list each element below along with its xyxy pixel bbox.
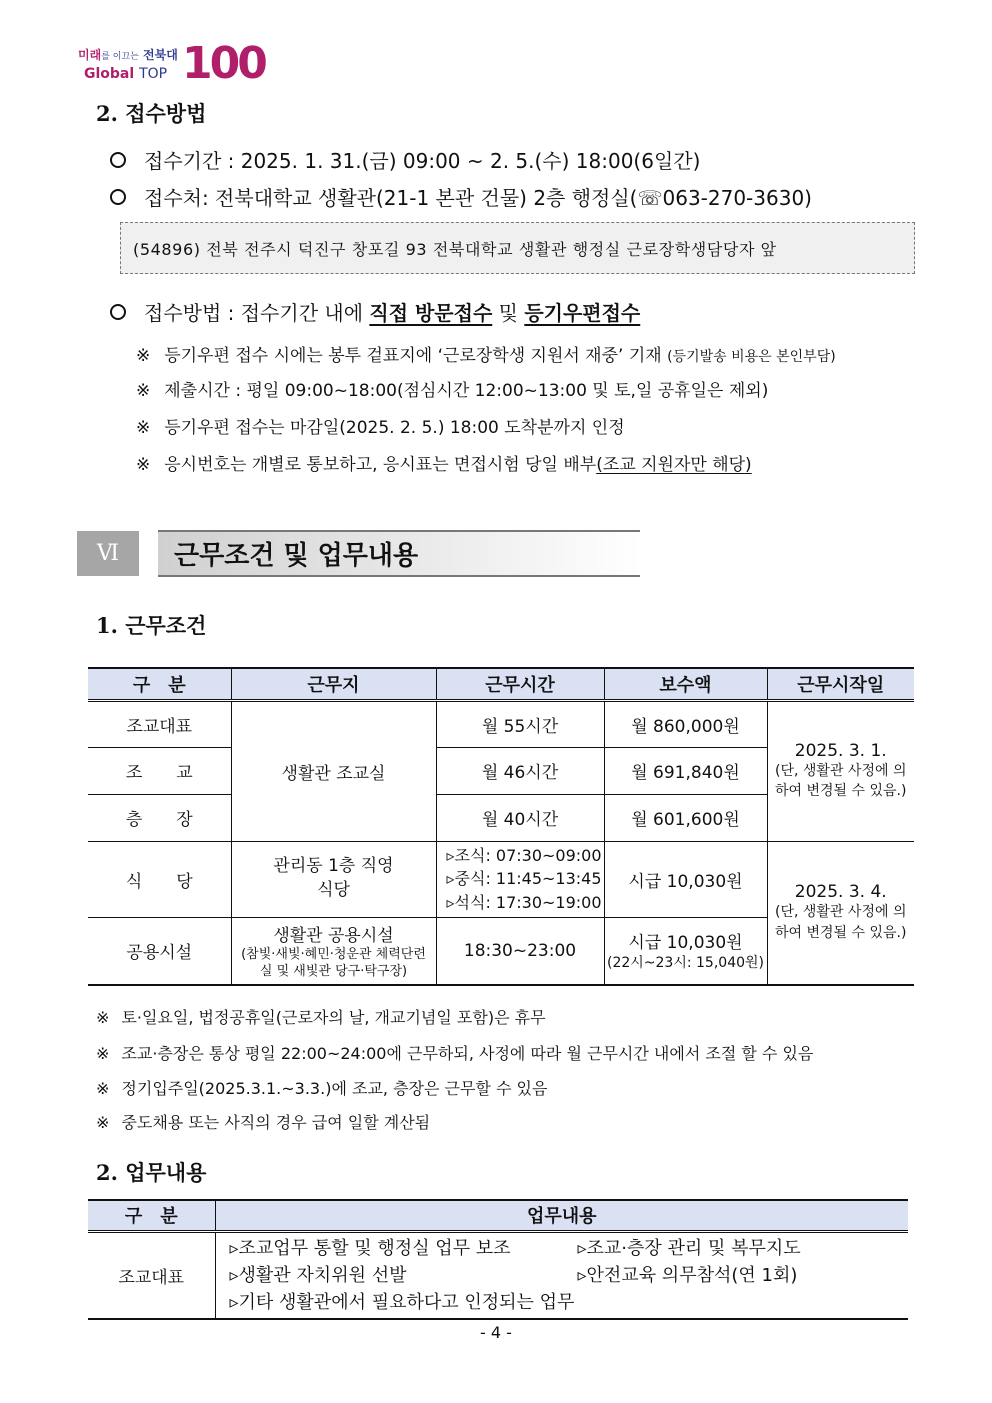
logo-tag-small: 를 이끄는 — [101, 52, 139, 62]
start-date-value: 2025. 3. 1. — [794, 740, 887, 761]
apply-method-line — [110, 297, 640, 326]
list-item: ▹안전교육 의무참석(연 1회) — [577, 1264, 798, 1286]
header-duties: 업무내용 — [215, 1200, 908, 1231]
duties-table — [88, 1199, 908, 1320]
meal-hours-dinner: ▹석식: 17:30~19:00 — [446, 892, 602, 912]
work-conditions-table — [88, 667, 914, 986]
cell-start-date — [767, 841, 914, 985]
note-mark: ※ — [96, 1079, 110, 1098]
logo-tag-post: 전북대 — [143, 48, 178, 62]
cell-type: 조 교 — [88, 747, 231, 794]
logo-tag-pre: 미래 — [78, 48, 102, 62]
cell-hours: 월 46시간 — [436, 747, 604, 794]
start-date-value: 2025. 3. 4. — [794, 882, 887, 903]
mailing-address-box — [120, 222, 915, 274]
note-mail-deadline — [136, 413, 625, 438]
cell-pay — [604, 917, 767, 985]
note-envelope — [136, 341, 836, 366]
apply-method-visit: 직접 방문접수 — [369, 301, 493, 325]
note-mark: ※ — [96, 1008, 110, 1027]
section-number-badge: Ⅵ — [77, 531, 139, 576]
cell-type: 공용시설 — [88, 917, 231, 985]
cell-workplace — [231, 917, 436, 985]
mailing-address-text: (54896) 전북 전주시 덕진구 창포길 93 전북대학교 생활관 행정실 근로장학생담당자 앞 — [133, 239, 777, 259]
note-mark: ※ — [136, 455, 151, 475]
section-title: 근무조건 및 업무내용 — [174, 541, 419, 571]
work-note-holidays-text: 토·일요일, 법정공휴일(근로자의 날, 개교기념일 포함)은 휴무 — [121, 1008, 546, 1027]
work-note-prorated — [96, 1110, 430, 1133]
cell-type: 조교대표 — [118, 1267, 185, 1288]
note-submit-hours-text: 제출시간 : 평일 09:00~18:00(점심시간 12:00~13:00 및 토,일 공휴일은 제외) — [164, 381, 769, 401]
page-number: - 4 - — [480, 1323, 512, 1342]
cell-type: 조교대표 — [88, 700, 231, 747]
apply-place-line — [110, 182, 812, 211]
meal-hours-lunch: ▹중식: 11:45~13:45 — [446, 869, 602, 889]
cell-hours: 월 55시간 — [436, 700, 604, 747]
cell-workplace: 생활관 조교실 — [231, 700, 436, 841]
header-pay: 보수액 — [604, 668, 767, 700]
workplace-detail: (참빛·새빛·혜민·청운관 체력단련실 및 새빛관 당구·탁구장) — [241, 946, 426, 980]
apply-place-text: 접수처: 전북대학교 생활관(21-1 본관 건물) 2층 행정실(☏063-270-3630) — [144, 186, 812, 210]
header-work-hours: 근무시간 — [436, 668, 604, 700]
header-category: 구 분 — [88, 1200, 215, 1231]
table-header-row — [88, 668, 914, 700]
logo-global — [84, 66, 167, 82]
work-note-holidays — [96, 1005, 546, 1028]
logo-tagline — [78, 46, 178, 63]
table-row — [88, 841, 914, 917]
note-exam-number — [136, 450, 752, 475]
table-header-row — [88, 1200, 908, 1231]
section-heading-work-conditions: 1. 근무조건 — [96, 613, 207, 638]
cell-workplace: 관리동 1층 직영식당 — [231, 841, 436, 917]
cell-pay: 월 601,600원 — [604, 794, 767, 841]
pay-note: (22시~23시: 15,040원) — [606, 955, 764, 972]
cell-type: 층 장 — [88, 794, 231, 841]
list-item: ▹조교업무 통할 및 행정실 업무 보조 — [229, 1237, 511, 1259]
start-date-note: (단, 생활관 사정에 의하여 변경될 수 있음.) — [775, 762, 907, 799]
apply-method-mail: 등기우편접수 — [524, 301, 641, 325]
cell-duties — [215, 1231, 908, 1319]
list-item: ▹기타 생활관에서 필요하다고 인정되는 업무 — [229, 1291, 575, 1313]
workplace-main: 생활관 공용시설 — [273, 925, 394, 946]
cell-type: 식 당 — [88, 841, 231, 917]
list-item: ▹생활관 자치위원 선발 — [229, 1264, 407, 1286]
apply-period-line — [110, 145, 700, 174]
header-category: 구 분 — [88, 668, 231, 700]
cell-hours: 18:30~23:00 — [436, 917, 604, 985]
work-note-prorated-text: 중도채용 또는 사직의 경우 급여 일할 계산됨 — [121, 1113, 431, 1132]
logo-top-word: TOP — [139, 66, 168, 82]
table-row — [88, 700, 914, 747]
list-item: ▹조교·층장 관리 및 복무지도 — [577, 1237, 801, 1259]
note-envelope-small: (등기발송 비용은 본인부담) — [667, 349, 836, 365]
section-title-box — [158, 530, 640, 577]
cell-hours: 월 40시간 — [436, 794, 604, 841]
note-mark: ※ — [96, 1113, 110, 1132]
work-note-move-in — [96, 1076, 547, 1099]
circle-bullet-icon — [110, 152, 126, 168]
pay-main: 시급 10,030원 — [628, 933, 743, 954]
cell-pay: 월 860,000원 — [604, 700, 767, 747]
logo-global-word: Global — [84, 66, 135, 82]
work-note-hours-text: 조교·층장은 통상 평일 22:00~24:00에 근무하되, 사정에 따라 월 근무시간 내에서 조절 할 수 있음 — [121, 1044, 814, 1063]
header-start-date: 근무시작일 — [767, 668, 914, 700]
section-heading-duties: 2. 업무내용 — [96, 1160, 207, 1185]
note-submit-hours — [136, 376, 768, 401]
meal-hours-breakfast: ▹조식: 07:30~09:00 — [446, 846, 602, 866]
apply-method-and: 및 — [498, 301, 518, 325]
note-mail-deadline-text: 등기우편 접수는 마감일(2025. 2. 5.) 18:00 도착분까지 인정 — [164, 418, 625, 438]
logo-hundred: 100 — [182, 38, 265, 89]
cell-start-date — [767, 700, 914, 841]
circle-bullet-icon — [110, 304, 126, 320]
apply-period-text: 접수기간 : 2025. 1. 31.(금) 09:00 ~ 2. 5.(수) 18:00(6일간) — [144, 149, 701, 173]
cell-pay: 월 691,840원 — [604, 747, 767, 794]
note-mark: ※ — [136, 346, 151, 366]
header-workplace: 근무지 — [231, 668, 436, 700]
duty-list — [230, 1235, 895, 1316]
cell-hours — [436, 841, 604, 917]
table-row — [88, 1231, 908, 1319]
start-date-note: (단, 생활관 사정에 의하여 변경될 수 있음.) — [775, 904, 907, 941]
circle-bullet-icon — [110, 189, 126, 205]
note-mark: ※ — [136, 418, 151, 438]
university-logo — [78, 38, 265, 89]
section-heading-apply-method: 2. 접수방법 — [96, 101, 207, 126]
cell-pay: 시급 10,030원 — [604, 841, 767, 917]
note-mark: ※ — [96, 1044, 110, 1063]
note-exam-number-underline: (조교 지원자만 해당) — [596, 455, 752, 475]
note-mark: ※ — [136, 381, 151, 401]
work-note-hours — [96, 1041, 813, 1064]
work-note-move-in-text: 정기입주일(2025.3.1.~3.3.)에 조교, 층장은 근무할 수 있음 — [121, 1079, 548, 1098]
note-exam-number-text: 응시번호는 개별로 통보하고, 응시표는 면접시험 당일 배부 — [164, 455, 597, 475]
note-envelope-text: 등기우편 접수 시에는 봉투 겉표지에 ‘근로장학생 지원서 재중’ 기재 — [164, 346, 662, 366]
apply-method-prefix: 접수방법 : 접수기간 내에 — [144, 301, 364, 325]
